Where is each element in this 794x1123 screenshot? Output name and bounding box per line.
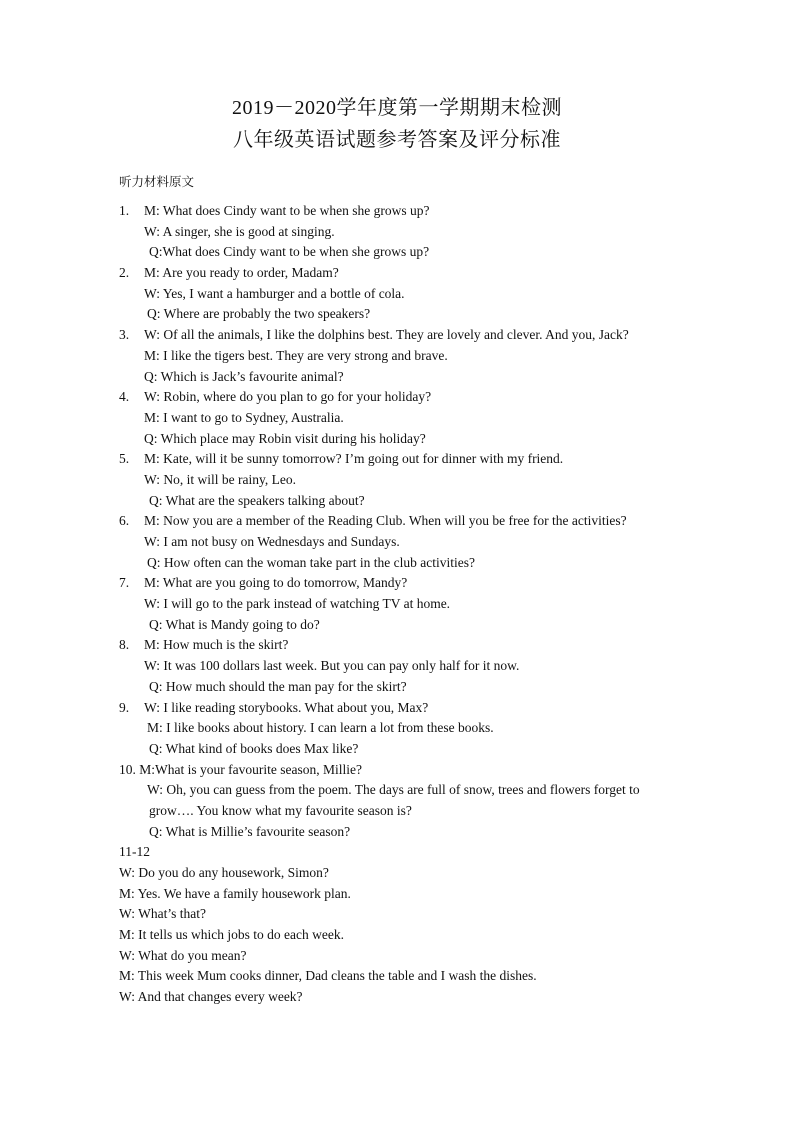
question-2-line-3: Q: Where are probably the two speakers?	[147, 306, 371, 322]
dialogue-line: W: What’s that?	[119, 906, 206, 922]
question-1-line-1: 1. M: What does Cindy want to be when she grows up?	[119, 201, 679, 222]
dialogue-line: W: What do you mean?	[119, 947, 247, 963]
question-number: 2.	[119, 265, 130, 281]
dialogue-label: 11-12	[119, 844, 150, 860]
question-4-line-1: 4. W: Robin, where do you plan to go for your holiday?	[119, 387, 679, 408]
section-label: 听力材料原文	[119, 174, 195, 189]
question-9-line-1: 9. W: I like reading storybooks. What about you, Max?	[119, 698, 679, 719]
question-10-line-1: 10. M:What is your favourite season, Millie?	[119, 761, 362, 777]
question-7-line-2: W: I will go to the park instead of watching TV at home.	[144, 596, 451, 612]
question-5-line-3: Q: What are the speakers talking about?	[149, 492, 365, 508]
question-9-line-3: Q: What kind of books does Max like?	[149, 740, 359, 756]
question-5-line-2: W: No, it will be rainy, Leo.	[144, 471, 296, 487]
question-number: 8.	[119, 637, 130, 653]
page-title: 2019－2020学年度第一学期期末检测	[232, 97, 562, 119]
dialogue-line: W: Do you do any housework, Simon?	[119, 865, 329, 880]
question-number: 6.	[119, 513, 130, 529]
question-10-line-2: W: Oh, you can guess from the poem. The days are full of snow, trees and flowers forget to	[147, 782, 640, 798]
dialogue-line: M: It tells us which jobs to do each week.	[119, 927, 344, 943]
question-8-line-1: 8. M: How much is the skirt?	[119, 635, 679, 656]
question-1-line-2: W: A singer, she is good at singing.	[144, 223, 335, 239]
question-7-line-1: 7. M: What are you going to do tomorrow, Mandy?	[119, 573, 679, 594]
question-4-line-2: M: I want to go to Sydney, Australia.	[144, 409, 344, 425]
question-number: 1.	[119, 203, 130, 218]
page-subtitle: 八年级英语试题参考答案及评分标准	[233, 129, 561, 151]
question-1-line-3: Q:What does Cindy want to be when she grows up?	[149, 244, 430, 260]
dialogue-line: M: This week Mum cooks dinner, Dad cleans the table and I wash the dishes.	[119, 968, 537, 984]
question-5-line-1: 5. M: Kate, will it be sunny tomorrow? I’m going out for dinner with my friend.	[119, 449, 679, 470]
question-3-line-3: Q: Which is Jack’s favourite animal?	[144, 368, 344, 384]
question-10-line-3: grow…. You know what my favourite season is?	[149, 802, 412, 818]
question-number: 5.	[119, 451, 130, 467]
question-8-line-2: W: It was 100 dollars last week. But you can pay only half for it now.	[144, 658, 520, 674]
listening-transcript	[119, 201, 679, 1008]
question-7-line-3: Q: What is Mandy going to do?	[149, 616, 320, 632]
question-number: 3.	[119, 327, 130, 343]
question-3-line-1: 3. W: Of all the animals, I like the dolphins best. They are lovely and clever. And you, Jack?	[119, 325, 679, 346]
question-9-line-2: M: I like books about history. I can learn a lot from these books.	[147, 720, 494, 736]
question-6-line-2: W: I am not busy on Wednesdays and Sundays.	[144, 534, 400, 549]
question-3-line-2: M: I like the tigers best. They are very strong and brave.	[144, 347, 448, 363]
question-6-line-3: Q: How often can the woman take part in the club activities?	[147, 554, 476, 570]
question-number: 4.	[119, 389, 130, 405]
question-number: 9.	[119, 699, 130, 715]
question-number: 7.	[119, 575, 130, 591]
question-10-line-4: Q: What is Millie’s favourite season?	[149, 823, 351, 839]
question-number: 10.	[119, 761, 136, 777]
dialogue-line: M: Yes. We have a family housework plan.	[119, 885, 351, 901]
dialogue-line: W: And that changes every week?	[119, 989, 303, 1005]
question-4-line-3: Q: Which place may Robin visit during his holiday?	[144, 430, 426, 446]
question-6-line-1: 6. M: Now you are a member of the Reading Club. When will you be free for the activities?	[119, 511, 679, 532]
question-8-line-3: Q: How much should the man pay for the skirt?	[149, 678, 407, 694]
question-2-line-1: 2. M: Are you ready to order, Madam?	[119, 263, 679, 284]
question-2-line-2: W: Yes, I want a hamburger and a bottle of cola.	[144, 285, 405, 301]
